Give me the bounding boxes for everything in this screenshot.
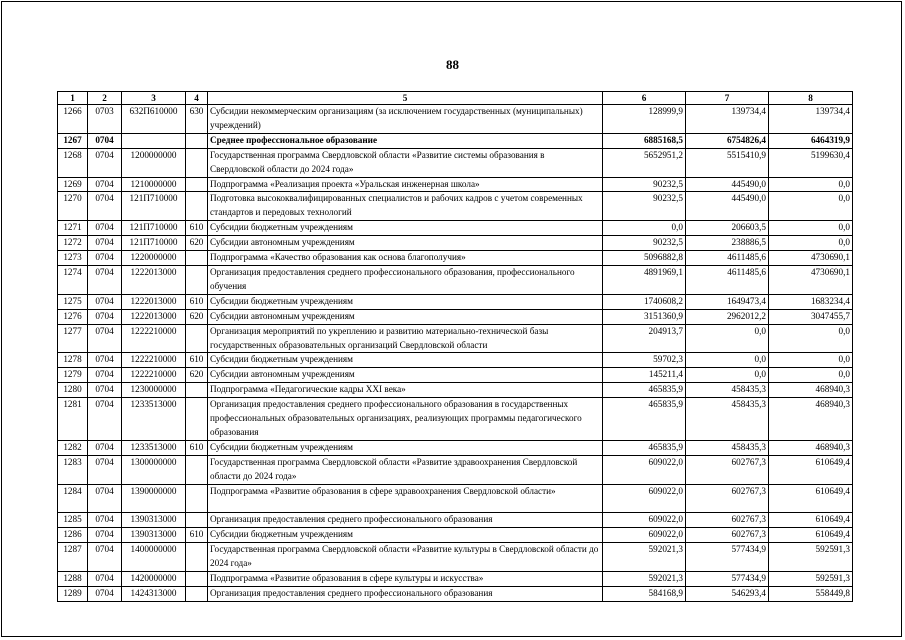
amount-year1-cell: 6885168,5 <box>603 133 686 148</box>
item-name-cell: Подготовка высококвалифицированных специалистов и рабочих кадров с учетом современных стандартов и передовых технологий <box>208 192 603 221</box>
table-row <box>58 236 853 251</box>
target-article-cell: 1222210000 <box>122 368 186 383</box>
row-number-cell: 1279 <box>58 368 88 383</box>
expense-type-cell <box>186 324 208 353</box>
row-number-cell: 1284 <box>58 484 88 513</box>
item-name-cell: Организация предоставления среднего профессионального образования <box>208 586 603 601</box>
expense-type-cell: 620 <box>186 236 208 251</box>
table-row <box>58 133 853 148</box>
target-article-cell: 1420000000 <box>122 571 186 586</box>
section-code-cell: 0704 <box>88 177 122 192</box>
table-row <box>58 383 853 398</box>
expense-type-cell: 610 <box>186 294 208 309</box>
target-article-cell: 1222210000 <box>122 353 186 368</box>
section-code-cell: 0704 <box>88 265 122 294</box>
amount-year3-cell: 0,0 <box>769 368 853 383</box>
amount-year2-cell: 2962012,2 <box>686 309 769 324</box>
amount-year3-cell: 3047455,7 <box>769 309 853 324</box>
header-cell: 7 <box>686 92 769 105</box>
target-article-cell: 121П710000 <box>122 236 186 251</box>
item-name-cell: Субсидии бюджетным учреждениям <box>208 221 603 236</box>
amount-year2-cell: 0,0 <box>686 368 769 383</box>
amount-year3-cell: 468940,3 <box>769 383 853 398</box>
amount-year1-cell: 465835,9 <box>603 383 686 398</box>
row-number-cell: 1267 <box>58 133 88 148</box>
section-code-cell: 0704 <box>88 133 122 148</box>
table-row <box>58 513 853 528</box>
table-body <box>58 105 853 602</box>
amount-year1-cell: 204913,7 <box>603 324 686 353</box>
amount-year1-cell: 59702,3 <box>603 353 686 368</box>
amount-year1-cell: 609022,0 <box>603 455 686 484</box>
amount-year3-cell: 558449,8 <box>769 586 853 601</box>
amount-year1-cell: 584168,9 <box>603 586 686 601</box>
row-number-cell: 1280 <box>58 383 88 398</box>
section-code-cell: 0704 <box>88 324 122 353</box>
target-article-cell: 1230000000 <box>122 383 186 398</box>
table-row <box>58 543 853 572</box>
amount-year3-cell: 0,0 <box>769 192 853 221</box>
item-name-cell: Подпрограмма «Развитие образования в сфере культуры и искусства» <box>208 571 603 586</box>
amount-year3-cell: 468940,3 <box>769 440 853 455</box>
section-code-cell: 0703 <box>88 105 122 134</box>
amount-year1-cell: 0,0 <box>603 221 686 236</box>
amount-year1-cell: 5096882,8 <box>603 251 686 266</box>
amount-year2-cell: 458435,3 <box>686 398 769 441</box>
expense-type-cell <box>186 398 208 441</box>
amount-year1-cell: 128999,9 <box>603 105 686 134</box>
target-article-cell: 1210000000 <box>122 177 186 192</box>
expense-type-cell <box>186 192 208 221</box>
amount-year2-cell: 458435,3 <box>686 383 769 398</box>
table-row <box>58 309 853 324</box>
table-row <box>58 251 853 266</box>
row-number-cell: 1282 <box>58 440 88 455</box>
amount-year2-cell: 602767,3 <box>686 528 769 543</box>
table-row <box>58 353 853 368</box>
amount-year1-cell: 1740608,2 <box>603 294 686 309</box>
table-row <box>58 586 853 601</box>
amount-year3-cell: 0,0 <box>769 177 853 192</box>
target-article-cell: 1390000000 <box>122 484 186 513</box>
item-name-cell: Субсидии бюджетным учреждениям <box>208 528 603 543</box>
target-article-cell: 632П610000 <box>122 105 186 134</box>
item-name-cell: Подпрограмма «Реализация проекта «Уральская инженерная школа» <box>208 177 603 192</box>
expense-type-cell: 630 <box>186 105 208 134</box>
section-code-cell: 0704 <box>88 513 122 528</box>
table-row <box>58 221 853 236</box>
amount-year2-cell: 445490,0 <box>686 192 769 221</box>
item-name-cell: Государственная программа Свердловской области «Развитие культуры в Свердловской области до 2024 года» <box>208 543 603 572</box>
amount-year2-cell: 577434,9 <box>686 571 769 586</box>
item-name-cell: Субсидии автономным учреждениям <box>208 309 603 324</box>
table-row <box>58 455 853 484</box>
amount-year2-cell: 458435,3 <box>686 440 769 455</box>
amount-year1-cell: 592021,3 <box>603 543 686 572</box>
section-code-cell: 0704 <box>88 543 122 572</box>
row-number-cell: 1271 <box>58 221 88 236</box>
amount-year3-cell: 610649,4 <box>769 513 853 528</box>
amount-year2-cell: 238886,5 <box>686 236 769 251</box>
item-name-cell: Субсидии некоммерческим организациям (за исключением государственных (муниципальных) учреждений) <box>208 105 603 134</box>
expense-type-cell <box>186 177 208 192</box>
section-code-cell: 0704 <box>88 440 122 455</box>
amount-year1-cell: 90232,5 <box>603 177 686 192</box>
amount-year2-cell: 206603,5 <box>686 221 769 236</box>
expense-type-cell <box>186 383 208 398</box>
row-number-cell: 1270 <box>58 192 88 221</box>
expense-type-cell <box>186 133 208 148</box>
amount-year3-cell: 0,0 <box>769 221 853 236</box>
amount-year1-cell: 609022,0 <box>603 528 686 543</box>
amount-year1-cell: 3151360,9 <box>603 309 686 324</box>
section-code-cell: 0704 <box>88 398 122 441</box>
amount-year3-cell: 5199630,4 <box>769 148 853 177</box>
amount-year2-cell: 1649473,4 <box>686 294 769 309</box>
target-article-cell: 121П710000 <box>122 221 186 236</box>
amount-year1-cell: 4891969,1 <box>603 265 686 294</box>
target-article-cell: 1222210000 <box>122 324 186 353</box>
amount-year1-cell: 90232,5 <box>603 236 686 251</box>
section-code-cell: 0704 <box>88 221 122 236</box>
expense-type-cell <box>186 513 208 528</box>
amount-year3-cell: 468940,3 <box>769 398 853 441</box>
amount-year2-cell: 4611485,6 <box>686 265 769 294</box>
section-code-cell: 0704 <box>88 383 122 398</box>
table-row <box>58 105 853 134</box>
header-cell: 8 <box>769 92 853 105</box>
row-number-cell: 1285 <box>58 513 88 528</box>
section-code-cell: 0704 <box>88 368 122 383</box>
amount-year1-cell: 90232,5 <box>603 192 686 221</box>
row-number-cell: 1269 <box>58 177 88 192</box>
target-article-cell: 1400000000 <box>122 543 186 572</box>
amount-year2-cell: 0,0 <box>686 353 769 368</box>
table-row <box>58 177 853 192</box>
target-article-cell: 1300000000 <box>122 455 186 484</box>
section-code-cell: 0704 <box>88 251 122 266</box>
item-name-cell: Субсидии бюджетным учреждениям <box>208 353 603 368</box>
item-name-cell: Подпрограмма «Качество образования как основа благополучия» <box>208 251 603 266</box>
expense-type-cell <box>186 455 208 484</box>
item-name-cell: Субсидии бюджетным учреждениям <box>208 294 603 309</box>
item-name-cell: Государственная программа Свердловской области «Развитие здравоохранения Свердловской области до 2024 года» <box>208 455 603 484</box>
target-article-cell: 1233513000 <box>122 440 186 455</box>
item-name-cell: Среднее профессиональное образование <box>208 133 603 148</box>
row-number-cell: 1268 <box>58 148 88 177</box>
amount-year2-cell: 577434,9 <box>686 543 769 572</box>
amount-year3-cell: 0,0 <box>769 236 853 251</box>
section-code-cell: 0704 <box>88 294 122 309</box>
page-number: 88 <box>446 57 459 72</box>
target-article-cell: 1390313000 <box>122 528 186 543</box>
expense-type-cell: 610 <box>186 353 208 368</box>
amount-year1-cell: 609022,0 <box>603 484 686 513</box>
section-code-cell: 0704 <box>88 455 122 484</box>
target-article-cell: 1222013000 <box>122 265 186 294</box>
amount-year2-cell: 6754826,4 <box>686 133 769 148</box>
amount-year1-cell: 465835,9 <box>603 440 686 455</box>
header-cell: 3 <box>122 92 186 105</box>
amount-year3-cell: 4730690,1 <box>769 251 853 266</box>
amount-year3-cell: 592591,3 <box>769 543 853 572</box>
amount-year2-cell: 602767,3 <box>686 484 769 513</box>
header-cell: 5 <box>208 92 603 105</box>
expense-type-cell: 610 <box>186 221 208 236</box>
expense-type-cell <box>186 571 208 586</box>
amount-year3-cell: 610649,4 <box>769 484 853 513</box>
section-code-cell: 0704 <box>88 571 122 586</box>
expense-type-cell <box>186 484 208 513</box>
amount-year3-cell: 1683234,4 <box>769 294 853 309</box>
row-number-cell: 1286 <box>58 528 88 543</box>
target-article-cell: 1424313000 <box>122 586 186 601</box>
amount-year1-cell: 145211,4 <box>603 368 686 383</box>
target-article-cell: 1390313000 <box>122 513 186 528</box>
item-name-cell: Организация мероприятий по укреплению и развитию материально-технической базы государственных образовательных организаций Свердловской области <box>208 324 603 353</box>
item-name-cell: Подпрограмма «Развитие образования в сфере здравоохранения Свердловской области» <box>208 484 603 513</box>
section-code-cell: 0704 <box>88 192 122 221</box>
item-name-cell: Субсидии автономным учреждениям <box>208 236 603 251</box>
target-article-cell: 1200000000 <box>122 148 186 177</box>
section-code-cell: 0704 <box>88 586 122 601</box>
amount-year1-cell: 5652951,2 <box>603 148 686 177</box>
amount-year3-cell: 610649,4 <box>769 455 853 484</box>
row-number-cell: 1272 <box>58 236 88 251</box>
amount-year3-cell: 139734,4 <box>769 105 853 134</box>
row-number-cell: 1275 <box>58 294 88 309</box>
amount-year1-cell: 592021,3 <box>603 571 686 586</box>
expense-type-cell <box>186 265 208 294</box>
section-code-cell: 0704 <box>88 309 122 324</box>
amount-year1-cell: 609022,0 <box>603 513 686 528</box>
item-name-cell: Подпрограмма «Педагогические кадры XXI века» <box>208 383 603 398</box>
header-cell: 2 <box>88 92 122 105</box>
amount-year2-cell: 0,0 <box>686 324 769 353</box>
budget-table <box>57 91 853 602</box>
expense-type-cell <box>186 586 208 601</box>
item-name-cell: Субсидии автономным учреждениям <box>208 368 603 383</box>
table-row <box>58 368 853 383</box>
table-row <box>58 148 853 177</box>
row-number-cell: 1281 <box>58 398 88 441</box>
header-cell: 1 <box>58 92 88 105</box>
section-code-cell: 0704 <box>88 484 122 513</box>
amount-year2-cell: 445490,0 <box>686 177 769 192</box>
amount-year2-cell: 139734,4 <box>686 105 769 134</box>
row-number-cell: 1287 <box>58 543 88 572</box>
section-code-cell: 0704 <box>88 353 122 368</box>
row-number-cell: 1274 <box>58 265 88 294</box>
amount-year3-cell: 4730690,1 <box>769 265 853 294</box>
amount-year3-cell: 0,0 <box>769 353 853 368</box>
target-article-cell: 121П710000 <box>122 192 186 221</box>
table-row <box>58 484 853 513</box>
row-number-cell: 1266 <box>58 105 88 134</box>
row-number-cell: 1288 <box>58 571 88 586</box>
expense-type-cell: 620 <box>186 368 208 383</box>
section-code-cell: 0704 <box>88 148 122 177</box>
amount-year3-cell: 592591,3 <box>769 571 853 586</box>
amount-year3-cell: 0,0 <box>769 324 853 353</box>
amount-year3-cell: 6464319,9 <box>769 133 853 148</box>
amount-year2-cell: 602767,3 <box>686 513 769 528</box>
section-code-cell: 0704 <box>88 236 122 251</box>
header-cell: 6 <box>603 92 686 105</box>
item-name-cell: Организация предоставления среднего профессионального образования, профессионального обучения <box>208 265 603 294</box>
table-row <box>58 571 853 586</box>
expense-type-cell <box>186 251 208 266</box>
item-name-cell: Организация предоставления среднего профессионального образования в государственных профессиональных образовательных организациях, реализующих программы педагогического образования <box>208 398 603 441</box>
expense-type-cell <box>186 148 208 177</box>
target-article-cell <box>122 133 186 148</box>
section-code-cell: 0704 <box>88 528 122 543</box>
table-row <box>58 324 853 353</box>
amount-year3-cell: 610649,4 <box>769 528 853 543</box>
amount-year2-cell: 5515410,9 <box>686 148 769 177</box>
item-name-cell: Субсидии бюджетным учреждениям <box>208 440 603 455</box>
expense-type-cell: 610 <box>186 440 208 455</box>
item-name-cell: Организация предоставления среднего профессионального образования <box>208 513 603 528</box>
table-row <box>58 528 853 543</box>
amount-year2-cell: 602767,3 <box>686 455 769 484</box>
table-row <box>58 192 853 221</box>
target-article-cell: 1233513000 <box>122 398 186 441</box>
row-number-cell: 1289 <box>58 586 88 601</box>
table-row <box>58 294 853 309</box>
expense-type-cell <box>186 543 208 572</box>
item-name-cell: Государственная программа Свердловской области «Развитие системы образования в Свердловской области до 2024 года» <box>208 148 603 177</box>
table-row <box>58 440 853 455</box>
row-number-cell: 1277 <box>58 324 88 353</box>
row-number-cell: 1283 <box>58 455 88 484</box>
amount-year2-cell: 4611485,6 <box>686 251 769 266</box>
amount-year1-cell: 465835,9 <box>603 398 686 441</box>
target-article-cell: 1220000000 <box>122 251 186 266</box>
table-header-row <box>58 92 853 105</box>
target-article-cell: 1222013000 <box>122 309 186 324</box>
table-row <box>58 265 853 294</box>
table-row <box>58 398 853 441</box>
row-number-cell: 1278 <box>58 353 88 368</box>
expense-type-cell: 620 <box>186 309 208 324</box>
target-article-cell: 1222013000 <box>122 294 186 309</box>
row-number-cell: 1273 <box>58 251 88 266</box>
header-cell: 4 <box>186 92 208 105</box>
row-number-cell: 1276 <box>58 309 88 324</box>
expense-type-cell: 610 <box>186 528 208 543</box>
amount-year2-cell: 546293,4 <box>686 586 769 601</box>
